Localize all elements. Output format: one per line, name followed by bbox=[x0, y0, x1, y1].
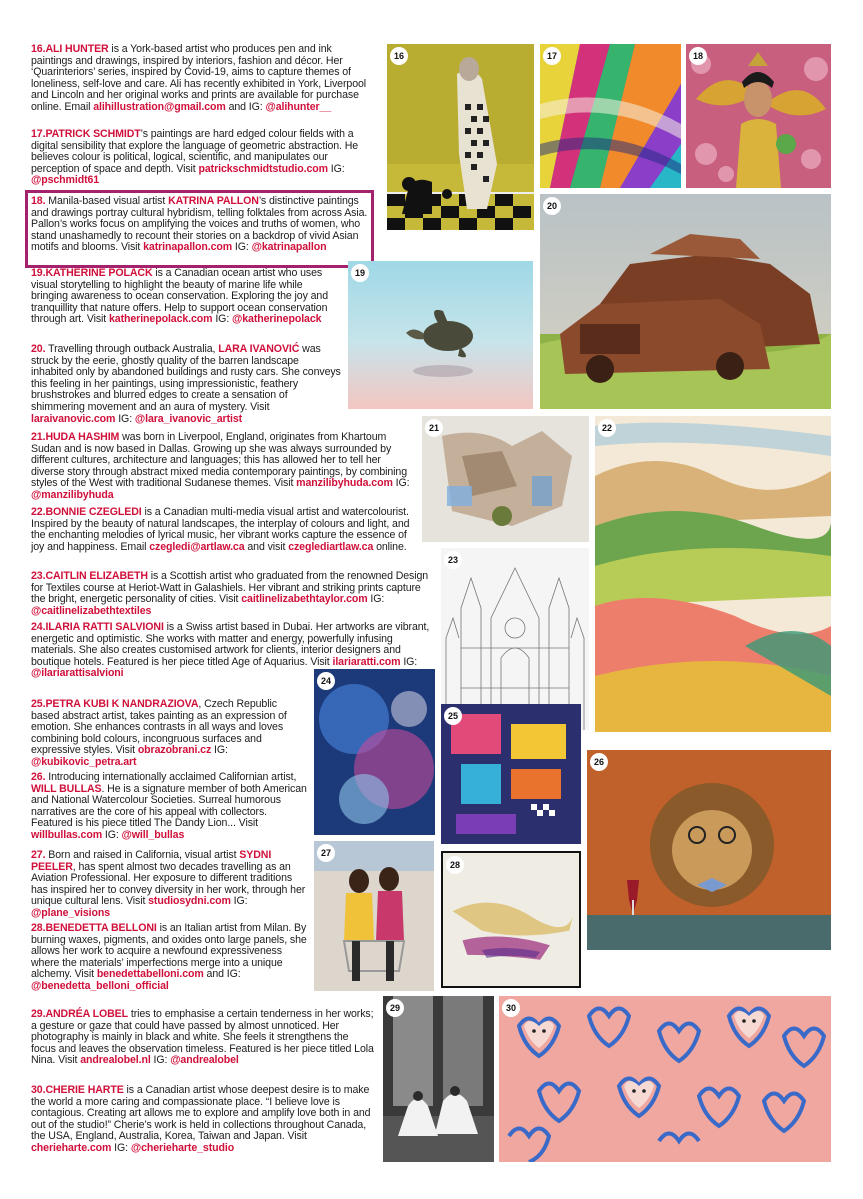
artist-entry bbox=[31, 699, 307, 769]
artist-name: PATRICK SCHMIDT bbox=[45, 128, 141, 140]
artist-social-link[interactable]: @cherieharte_studio bbox=[130, 1141, 235, 1154]
artist-link[interactable]: cherieharte.com bbox=[31, 1141, 112, 1154]
artwork-number-badge: 29 bbox=[386, 999, 404, 1017]
artist-social-link[interactable]: @manzilibyhuda bbox=[31, 488, 114, 501]
artist-link[interactable]: benedettabelloni.com bbox=[96, 968, 204, 981]
watercolour-hills-painting bbox=[595, 416, 831, 732]
entry-number: 29. bbox=[31, 1008, 46, 1020]
artist-social-link[interactable]: @benedetta_belloni_official bbox=[31, 979, 169, 992]
entry-number: 25. bbox=[31, 698, 46, 710]
artist-name: PETRA KUBI K NANDRAZIOVA bbox=[45, 698, 199, 710]
artist-link[interactable]: manzilibyhuda.com bbox=[296, 477, 393, 490]
entry-connector-text: IG: bbox=[102, 828, 122, 841]
entry-body-text: , Czech Republic based abstract artist, takes painting as an expression of emotion. She enhances contrasts in all ways and loves combining bold colours, incongruous surfaces and expressive styles. Visit bbox=[31, 698, 287, 757]
artist-link[interactable]: obrazobrani.cz bbox=[137, 744, 212, 757]
artist-name: BENEDETTA BELLONI bbox=[45, 922, 157, 934]
artist-social-link[interactable]: @alihunter__ bbox=[265, 100, 332, 113]
artist-entry bbox=[31, 432, 415, 502]
artist-link[interactable]: katherinepolack.com bbox=[109, 313, 213, 326]
artwork-21 bbox=[422, 416, 589, 542]
entry-body-text: was born in Liverpool, England, originates from Khartoum Sudan and is now based in Dallas. Growing up she was always surrounded by different cultures, architecture and languages; this has allowed her to tell her diverse story through abstract mixed media contemporary paintings, by combining styles of the West with traditional Sudanese themes. Visit bbox=[31, 431, 408, 490]
artwork-26 bbox=[587, 750, 831, 950]
woman-with-dogs-illustration bbox=[387, 44, 534, 230]
artist-social-link[interactable]: @will_bullas bbox=[121, 828, 185, 841]
girls-in-white-dresses-photo bbox=[383, 996, 494, 1162]
rusty-cars-painting bbox=[540, 194, 831, 409]
entry-number: 30. bbox=[31, 1084, 46, 1096]
artwork-number-badge: 17 bbox=[543, 47, 561, 65]
artist-social-link[interactable]: @ilariarattisalvioni bbox=[31, 667, 124, 680]
entry-body-text: ’s paintings are hard edged colour fields with a digital sensibility that explore the language of geometric abstraction. He believes colour is political, logical, scientific, and manipulates our perception of space and depth. Visit bbox=[31, 128, 359, 175]
entry-body-text: is a Canadian multi-media visual artist and watercolourist. Inspired by the beauty of natural landscapes, the interplay of colours and light, and the enchanting melodies of lyrical music, her vibrant works capture the essence of joy and happiness. Email bbox=[31, 506, 410, 553]
entry-connector-text: and IG: bbox=[203, 968, 241, 981]
entry-connector-text: IG: bbox=[150, 1054, 171, 1067]
blue-pink-abstract-painting bbox=[314, 669, 435, 835]
woman-with-fans-painting bbox=[686, 44, 831, 188]
artist-link[interactable]: studiosydni.com bbox=[148, 895, 231, 908]
entry-number: 24. bbox=[31, 621, 46, 633]
artist-entry bbox=[31, 507, 415, 553]
artist-entry bbox=[31, 44, 371, 114]
entry-number: 20. bbox=[31, 343, 46, 355]
entry-body-text: is a Canadian artist whose deepest desire is to make the world a more caring and compassionate place. “I believe love is contagious. Creating art allows me to explore and amplify love both in and out of the studio!” Cherie’s work is held in collections throughout Canada, the USA, England, Australia, Korea, Taiwan and Japan. Visit bbox=[31, 1084, 371, 1143]
artist-name: SYDNI PEELER bbox=[31, 849, 272, 873]
artwork-number-badge: 22 bbox=[598, 419, 616, 437]
entry-intro-text: Manila-based visual artist bbox=[45, 195, 169, 207]
artist-name: ALI HUNTER bbox=[45, 43, 109, 55]
artwork-20 bbox=[540, 194, 831, 409]
artist-link[interactable]: willbullas.com bbox=[31, 828, 103, 841]
entry-number: 18. bbox=[31, 195, 46, 207]
artist-name: KATHERINE POLACK bbox=[45, 267, 153, 279]
wax-abstract-painting bbox=[443, 853, 579, 986]
artist-name: ANDRÉA LOBEL bbox=[45, 1008, 129, 1020]
entry-number: 28. bbox=[31, 922, 46, 934]
artwork-27 bbox=[314, 841, 434, 991]
artist-name: HUDA HASHIM bbox=[45, 431, 120, 443]
entry-body-text: is a York-based artist who produces pen and ink paintings and drawings, inspired by interiors, fashion and décor. Her ‘Quarinteriors’ series, inspired by Covid-19, aims to capture themes of loneliness, self-love and care. Ali has recently exhibited in York, Liverpool and Lincoln and her original works and prints are available for purchase online. Email bbox=[31, 43, 367, 113]
artist-entry bbox=[31, 196, 371, 254]
artist-name: BONNIE CZEGLEDI bbox=[45, 506, 142, 518]
geometric-colour-fields-painting bbox=[540, 44, 681, 188]
artist-entry bbox=[31, 344, 341, 425]
artwork-number-badge: 18 bbox=[689, 47, 707, 65]
entry-connector-text: IG: bbox=[212, 313, 233, 326]
artwork-number-badge: 24 bbox=[317, 672, 335, 690]
entry-body-text: tries to emphasise a certain tenderness in her works; a gesture or gaze that could have passed by almost unnoticed. Her photography is mainly in black and white. She feels it strengthens the focus and leaves the observation timeless. Featured is her piece titled Lola Nina. Visit bbox=[31, 1008, 374, 1067]
artwork-16 bbox=[387, 44, 534, 230]
artwork-22 bbox=[595, 416, 831, 732]
colourful-abstract-grid-painting bbox=[441, 704, 581, 844]
artwork-17 bbox=[540, 44, 681, 188]
entry-connector-text: IG: bbox=[115, 412, 135, 425]
artist-social-link[interactable]: @andrealobel bbox=[170, 1054, 239, 1067]
artist-social-link[interactable]: @lara_ivanovic_artist bbox=[134, 412, 243, 425]
figures-with-shopping-cart-painting bbox=[314, 841, 434, 991]
entry-number: 27. bbox=[31, 849, 46, 861]
artwork-23 bbox=[441, 548, 589, 730]
entry-connector-text: IG: bbox=[400, 655, 418, 668]
artist-entry bbox=[31, 772, 307, 842]
artist-link[interactable]: laraivanovic.com bbox=[31, 412, 116, 425]
artwork-25 bbox=[441, 704, 581, 844]
entry-number: 23. bbox=[31, 570, 46, 582]
entry-connector-text: IG: bbox=[211, 744, 228, 757]
artwork-number-badge: 20 bbox=[543, 197, 561, 215]
artist-link[interactable]: alihillustration@gmail.com bbox=[93, 100, 226, 113]
artist-name: WILL BULLAS bbox=[31, 782, 102, 795]
entry-body-text: was struck by the eerie, ghostly quality of the barren landscape inhabited only by abandoned buildings and rusty cars. She conveys this feeling in her paintings, using impressionistic, feathery brushstrokes and blurred edges to create a sensation of shimmering movement and an aura of mystery. Visit bbox=[31, 343, 341, 413]
artist-social-link[interactable]: @kubikovic_petra.art bbox=[31, 755, 137, 768]
entry-body-text: . He is a signature member of both American and National Watercolour Societies. Surreal humorous narratives are the core of his appeal with collectors. Featured is his piece titled The Dandy Lion... Visit bbox=[31, 782, 307, 830]
entry-number: 17. bbox=[31, 128, 46, 140]
entry-connector-text: and IG: bbox=[225, 100, 266, 113]
artist-social-link[interactable]: @caitlinelizabethtextiles bbox=[31, 604, 152, 617]
artwork-number-badge: 26 bbox=[590, 753, 608, 771]
artwork-29 bbox=[383, 996, 494, 1162]
artist-link[interactable]: czegledi@artlaw.ca bbox=[149, 540, 245, 553]
artist-name: CAITLIN ELIZABETH bbox=[45, 570, 148, 582]
cathedral-drawing bbox=[441, 548, 589, 730]
entry-connector-text: IG: bbox=[367, 593, 385, 606]
artist-name: LARA IVANOVIĆ bbox=[218, 343, 300, 355]
artwork-24 bbox=[314, 669, 435, 835]
artist-social-link[interactable]: @pschmidt61 bbox=[31, 174, 100, 187]
entry-body-text: is a Canadian ocean artist who uses visual storytelling to highlight the beauty of marine life while bringing awareness to ocean conservation. Exploring the joy and tranquillity that nature offers. Help to support ocean conservation through art. Visit bbox=[31, 267, 328, 326]
entry-number: 19. bbox=[31, 267, 46, 279]
entry-intro-text: Introducing internationally acclaimed Californian artist, bbox=[45, 771, 297, 783]
artist-entry bbox=[31, 268, 341, 326]
artwork-number-badge: 25 bbox=[444, 707, 462, 725]
smiling-hearts-painting bbox=[499, 996, 831, 1162]
artwork-number-badge: 21 bbox=[425, 419, 443, 437]
artist-entry bbox=[31, 129, 371, 187]
entry-connector-text: IG: bbox=[111, 1141, 131, 1154]
entry-intro-text: Born and raised in California, visual artist bbox=[45, 849, 240, 861]
sea-turtle-painting bbox=[348, 261, 533, 409]
artist-social-link[interactable]: @katrinapallon bbox=[251, 241, 327, 254]
entry-connector-text: IG: bbox=[230, 895, 248, 908]
mixed-media-abstract-painting bbox=[422, 416, 589, 542]
artist-entry bbox=[31, 1085, 376, 1155]
artwork-number-badge: 23 bbox=[444, 551, 462, 569]
artwork-number-badge: 19 bbox=[351, 264, 369, 282]
entry-body-text: is a Swiss artist based in Dubai. Her artworks are vibrant, energetic and optimistic. She works with matter and energy, powerfully infusing materials. She also creates customised artwork for clients, interior designers and boutique hotels. Featured is her piece titled Age of Aquarius. Visit bbox=[31, 621, 430, 668]
artist-link[interactable]: caitlinelizabethtaylor.com bbox=[241, 593, 368, 606]
entry-connector-text: IG: bbox=[232, 241, 252, 254]
artist-entry bbox=[31, 850, 307, 920]
entry-number: 26. bbox=[31, 771, 46, 783]
entry-intro-text: Travelling through outback Australia, bbox=[45, 343, 219, 355]
entry-trailing-text: online. bbox=[373, 540, 407, 553]
entry-number: 16. bbox=[31, 43, 46, 55]
entry-connector-text: IG: bbox=[392, 477, 410, 490]
artist-entry bbox=[31, 571, 435, 617]
artist-entry bbox=[31, 1009, 376, 1067]
artwork-30 bbox=[499, 996, 831, 1162]
artwork-number-badge: 28 bbox=[446, 856, 464, 874]
entry-number: 21. bbox=[31, 431, 46, 443]
artist-social-link[interactable]: @plane_visions bbox=[31, 906, 110, 919]
artist-name: ILARIA RATTI SALVIONI bbox=[45, 621, 164, 633]
entry-connector-text: and visit bbox=[244, 540, 289, 553]
artwork-19 bbox=[348, 261, 533, 409]
artist-name: CHERIE HARTE bbox=[45, 1084, 124, 1096]
artwork-number-badge: 27 bbox=[317, 844, 335, 862]
entry-body-text: , has spent almost two decades travelling as an Aviation Professional. Her exposure to different traditions has inspired her to convey diversity in her work, through her unique cultural lens. Visit bbox=[31, 860, 306, 908]
artwork-number-badge: 30 bbox=[502, 999, 520, 1017]
entry-body-text: is an Italian artist from Milan. By burning waxes, pigments, and oxides onto large panels, she allows her work to acquire a newfound expressiveness where the materials’ imperfections merge into a unique alchemy. Visit bbox=[31, 922, 307, 981]
artist-link[interactable]: patrickschmidtstudio.com bbox=[198, 162, 328, 175]
artist-social-link[interactable]: czeglediartlaw.ca bbox=[288, 540, 374, 553]
entry-body-text: is a Scottish artist who graduated from the renowned Design for Textiles course at Heriot-Watt in Galashiels. Her vibrant and striking prints capture the bright, energetic personality of cities. Visit bbox=[31, 570, 429, 606]
artist-link[interactable]: katrinapallon.com bbox=[143, 241, 233, 254]
entry-number: 22. bbox=[31, 506, 46, 518]
artwork-28 bbox=[441, 851, 581, 988]
artist-link[interactable]: andrealobel.nl bbox=[80, 1054, 151, 1067]
artwork-number-badge: 16 bbox=[390, 47, 408, 65]
artwork-18 bbox=[686, 44, 831, 188]
dandy-lion-painting bbox=[587, 750, 831, 950]
artist-link[interactable]: ilariaratti.com bbox=[332, 655, 401, 668]
artist-entry bbox=[31, 923, 307, 993]
entry-connector-text: IG: bbox=[327, 162, 345, 175]
artist-name: KATRINA PALLON bbox=[168, 195, 259, 207]
artist-social-link[interactable]: @katherinepolack bbox=[232, 313, 322, 326]
entry-body-text: ’s distinctive paintings and drawings portray cultural hybridism, telling folktales from across Asia. Pallon’s works focus on amplifying the voices and truths of women, who stand unashamedly to recount their stories on a backdrop of vivid Asian motifs and blooms. Visit bbox=[31, 195, 368, 254]
